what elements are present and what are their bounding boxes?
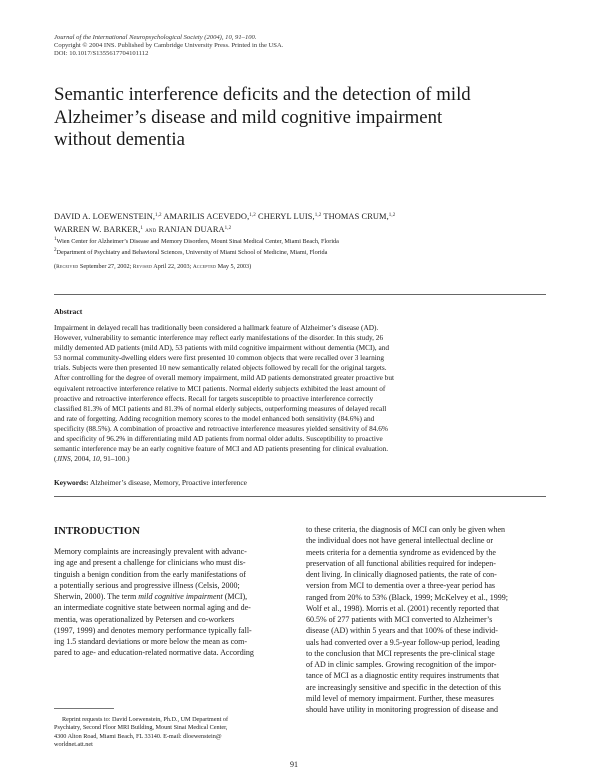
affiliations [54, 236, 554, 257]
abstract-line: Impairment in delayed recall has traditionally been considered a hallmark feature of Alzheimer’s disease (AD). [54, 323, 379, 332]
author-name: THOMAS CRUM, [323, 212, 389, 221]
affil-marker: 1 [140, 226, 143, 231]
footnote-divider [54, 708, 114, 709]
abstract-line: semantic interference may be an early cognitive feature of MCI and AD patients presenting for clinical evaluation. [54, 444, 389, 454]
paragraph-line: uals had converted over a 9.5-year follow-up period, leading [306, 637, 500, 647]
received-date: September 27, 2002; [79, 263, 132, 270]
reprint-footnote [54, 716, 295, 750]
paragraph-line: ing 1.5 standard deviations or more below the mean as com- [54, 637, 248, 646]
paragraph-line: tinguish a benign condition from the early manifestations of [54, 569, 246, 579]
paragraph-line: to the conclusion that MCI represents the pre-clinical stage [306, 648, 495, 658]
received-dates [54, 262, 554, 272]
page-number: 91 [290, 760, 298, 769]
paren-open: ( [54, 263, 57, 270]
footnote-line: worldnet.att.net [54, 741, 93, 749]
citation-volume: 10 [92, 454, 100, 464]
author-list [54, 210, 554, 236]
paragraph-line: tance of MCI as a diagnostic entity requires instruments that [306, 671, 500, 681]
abstract-line: equivalent retroactive interference relative to MCI patients. Normal elderly subjects exhibited the least amount of [54, 383, 386, 393]
affil-marker: 1,2 [249, 213, 256, 218]
affil-marker: 1,2 [388, 213, 396, 218]
affil-marker: 2 [54, 247, 57, 253]
abstract-line: and rate of forgetting. Adding recognition memory scores to the model enhanced both sensitivity (84.6%) and [54, 413, 375, 423]
footnote-line: Reprint requests to: David Loewenstein, Ph.D., UM Department of [62, 716, 228, 723]
affil-marker: 1 [54, 237, 57, 242]
italic-term: mild cognitive impairment [138, 592, 223, 601]
citation-part: , 91–100.) [99, 454, 130, 464]
footnote-line: 4300 Alton Road, Miami Beach, FL 33140. E-mail: dloewenstein@ [54, 732, 222, 740]
paragraph-line: pared to age- and education-related normative data. According [54, 648, 254, 658]
affil-marker: 1,2 [314, 213, 322, 218]
journal-citation: Journal of the International Neuropsychological Society (2004), 10, 91–100. [54, 34, 257, 41]
line-text: Sherwin, 2000). The term [54, 592, 139, 601]
author-name: AMARILIS ACEVEDO, [163, 212, 250, 221]
abstract-heading: Abstract [54, 307, 83, 316]
paragraph-line: Memory complaints are increasingly prevalent with advanc- [54, 547, 247, 556]
paragraph-line: preservation of all functional abilities required for indepen- [306, 558, 496, 568]
author-name: RANJAN DUARA [158, 225, 225, 234]
paragraph-line: an intermediate cognitive state between normal aging and de- [54, 603, 251, 613]
keywords-text: Alzheimer’s disease, Memory, Proactive interference [89, 478, 247, 487]
divider [54, 294, 546, 295]
abstract-body [54, 323, 546, 464]
paragraph-line: a potentially serious and progressive illness (Celsis, 2000; [54, 580, 240, 590]
paragraph-line: disease (AD) within 5 years and that 100% of these individ- [306, 626, 498, 636]
author-name: CHERYL LUIS, [258, 212, 315, 221]
abstract-line: classified 81.3% of MCI patients and 81.3% of normal elderly subjects, outperforming measures of delayed recall [54, 403, 387, 413]
paragraph-line: the individual does not have general intellectual decline or [306, 536, 494, 546]
affiliation-text: Department of Psychiatry and Behavioral Sciences, University of Miami School of Medicine, Miami, Florida [56, 248, 328, 256]
received-label: Received [56, 264, 79, 270]
paragraph-line: (1997, 1999) and denotes memory performance typically fall- [54, 625, 252, 635]
affiliation-text: Wien Center for Alzheimer’s Disease and Memory Disorders, Mount Sinai Medical Center, Miami Beach, Florida [56, 238, 339, 245]
line-text: (MCI), [222, 592, 248, 601]
citation-journal: JINS [56, 454, 71, 464]
affiliation-2 [54, 247, 554, 258]
paragraph-line [54, 591, 295, 602]
right-column [306, 524, 546, 715]
paragraph-line: version from MCI to dementia over a three-year period has [306, 581, 496, 591]
revised-date: April 22, 2003; [153, 263, 192, 270]
abstract-line: trials. Subjects were then presented 10 new semantically related objects followed by recall for the original targets. [54, 363, 387, 373]
left-column [54, 546, 295, 659]
abstract-line: mildly demented AD patients (mild AD), 53 patients with mild cognitive impairment without dementia (MCI), and [54, 343, 389, 353]
paragraph-line: are increasingly sensitive and specific in the detection of this [306, 682, 501, 692]
paragraph-line: should have utility in monitoring progression of disease and [306, 705, 498, 714]
author-conjunction: and [145, 226, 157, 234]
divider [54, 496, 546, 497]
doi-line: DOI: 10.1017/S1355617704101112 [54, 50, 149, 58]
title-line: Semantic interference deficits and the detection of mild [54, 84, 471, 105]
affiliation-1 [54, 236, 554, 247]
paragraph-line: Wolf et al., 1998). Morris et al. (2001) recently reported that [306, 603, 500, 613]
title-line: without dementia [54, 129, 185, 150]
section-heading-introduction: INTRODUCTION [54, 526, 140, 537]
copyright-line: Copyright © 2004 INS. Published by Cambridge University Press. Printed in the USA. [54, 42, 284, 50]
citation-part: , 2004, [70, 454, 93, 464]
paragraph-line: ing age and present a challenge for clinicians who must dis- [54, 558, 246, 568]
abstract-line: proactive and retroactive interference effects. Recall for targets susceptible to proactive interference correctly [54, 393, 374, 403]
paragraph-line: meets criteria for a dementia syndrome as evidenced by the [306, 547, 496, 557]
paragraph-line: mentia, was operationalized by Petersen and co-workers [54, 614, 235, 624]
abstract-line: 53 normal community-dwelling elders were first presented 10 common objects that were recalled over 3 learning [54, 353, 385, 363]
abstract-line: After controlling for the degree of overall memory impairment, mild AD patients demonstrated greater proactive but [54, 373, 395, 383]
abstract-line: and specificity of 96.2% in differentiating mild AD patients from normal older adults. Susceptibility to proactive [54, 434, 383, 444]
paragraph-line: 60.5% of 277 patients with MCI converted to Alzheimer’s [306, 615, 493, 624]
accepted-label: Accepted [192, 264, 217, 270]
keywords-label: Keywords: [54, 478, 89, 487]
paragraph-line: mild level of memory impairment. Further, these measures [306, 693, 494, 703]
paragraph-line: ranged from 20% to 53% (Black, 1999; McKelvey et al., 1999; [306, 592, 508, 602]
author-name: DAVID A. LOEWENSTEIN, [54, 212, 156, 221]
author-name: WARREN W. BARKER, [54, 225, 141, 234]
footnote-line: Psychiatry, Second Floor MRI Building, Mount Sinai Medical Center, [54, 724, 228, 732]
citation-part: ( [54, 454, 57, 464]
accepted-date: May 5, 2003) [217, 263, 252, 270]
article-title [54, 84, 554, 152]
keywords [54, 478, 247, 487]
paragraph-line: of AD in clinic samples. Growing recognition of the impor- [306, 660, 497, 669]
abstract-line: However, vulnerability to semantic interference may reflect early manifestations of the disorder. In this study, 26 [54, 333, 384, 343]
paragraph-line: dent living. In clinically diagnosed patients, the rate of con- [306, 570, 497, 579]
abstract-citation [54, 454, 546, 464]
affil-marker: 1,2 [224, 226, 232, 231]
revised-label: Revised [132, 264, 153, 270]
title-line: Alzheimer’s disease and mild cognitive impairment [54, 106, 443, 128]
affil-marker: 1,2 [155, 213, 162, 218]
journal-header [54, 34, 283, 58]
abstract-line: specificity (88.5%). A combination of proactive and retroactive interference measures yielded sensitivity of 84.6% [54, 423, 388, 433]
paragraph-line: to these criteria, the diagnosis of MCI can only be given when [306, 525, 506, 534]
